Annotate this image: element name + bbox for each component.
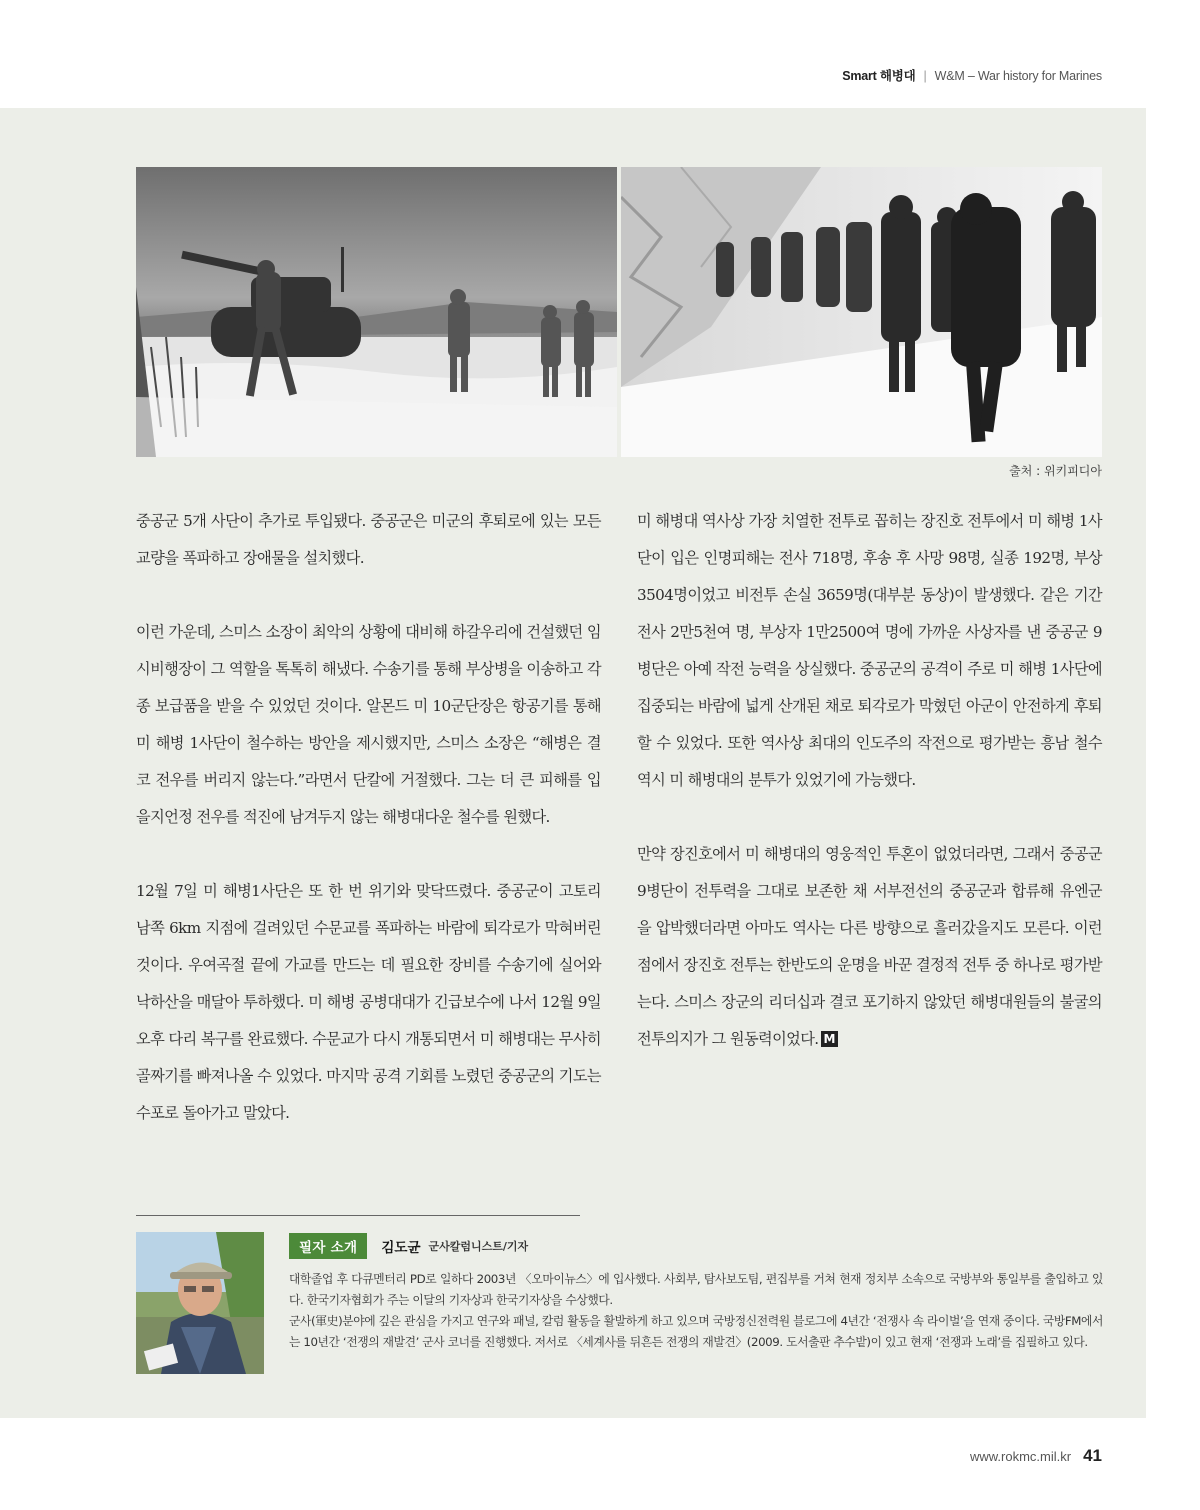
running-header xyxy=(842,66,1102,84)
article-paragraph-final xyxy=(637,836,1102,1058)
end-mark-icon: M xyxy=(821,1031,838,1047)
author-bio xyxy=(289,1269,1103,1353)
website-url: www.rokmc.mil.kr xyxy=(969,1449,1072,1464)
author-header xyxy=(289,1233,528,1259)
author-photo xyxy=(136,1232,264,1374)
page-number: 41 xyxy=(1083,1446,1102,1465)
article-column-right xyxy=(637,503,1102,1058)
page-footer xyxy=(970,1446,1102,1466)
photo-credit: 출처 : 위키피디아 xyxy=(1009,464,1102,478)
article-paragraph: 이런 가운데, 스미스 소장이 최악의 상황에 대비해 하갈우리에 건설했던 임시비행장이 그 역할을 톡톡히 해냈다. 수송기를 통해 부상병을 이송하고 각종 보급품을 받을 수 있었던 것이다. 알몬드 미 10군단장은 항공기를 통해 미 해병 1사단이 철수하는 방안을 제시했지만, 스미스 소장은 “해병은 결코 전우를 버리지 않는다.”라면서 단칼에 거절했다. 그는 더 큰 피해를 입을지언정 전우를 적진에 남겨두지 않는 해병대다운 철수를 원했다. xyxy=(136,623,601,826)
magazine-brand: Smart 해병대 xyxy=(842,69,916,83)
author-name: 김도균 xyxy=(381,1240,421,1256)
author-tag: 필자 소개 xyxy=(289,1233,367,1259)
article-paragraph: 중공군 5개 사단이 추가로 투입됐다. 중공군은 미군의 후퇴로에 있는 모든 교량을 폭파하고 장애물을 설치했다. xyxy=(136,512,601,567)
header-separator: | xyxy=(923,69,927,83)
marines-marching-snow-photo xyxy=(621,167,1102,457)
author-bio-paragraph: 대학졸업 후 다큐멘터리 PD로 일하다 2003년 〈오마이뉴스〉에 입사했다. 사회부, 탐사보도팀, 편집부를 거쳐 현재 정치부 소속으로 국방부와 통일부를 출입하고 있다. 한국기자협회가 주는 이달의 기자상과 한국기자상을 수상했다. xyxy=(289,1272,1103,1307)
author-bio-paragraph: 군사(軍史)분야에 깊은 관심을 가지고 연구와 패널, 칼럼 활동을 활발하게 하고 있으며 국방정신전력원 블로그에 4년간 ‘전쟁사 속 라이벌’을 연재 중이다. 국방FM에서는 10년간 ‘전쟁의 재발견’ 군사 코너를 진행했다. 저서로 〈세계사를 뒤흔든 전쟁의 재발견〉(2009. 도서출판 추수밭)이 있고 현재 ‘전쟁과 노래’를 집필하고 있다. xyxy=(289,1314,1103,1349)
article-paragraph: 12월 7일 미 해병1사단은 또 한 번 위기와 맞닥뜨렸다. 중공군이 고토리 남쪽 6km 지점에 걸려있던 수문교를 폭파하는 바람에 퇴각로가 막혀버린 것이다. 우여곡절 끝에 가교를 만드는 데 필요한 장비를 수송기에 실어와 낙하산을 매달아 투하했다. 미 해병 공병대대가 긴급보수에 나서 12월 9일 오후 다리 복구를 완료했다. 수문교가 다시 개통되면서 미 해병대는 무사히 골짜기를 빠져나올 수 있었다. 마지막 공격 기회를 노렸던 중공군의 기도는 수포로 돌아가고 말았다. xyxy=(136,882,601,1122)
article-paragraph: 미 해병대 역사상 가장 치열한 전투로 꼽히는 장진호 전투에서 미 해병 1사단이 입은 인명피해는 전사 718명, 후송 후 사망 98명, 실종 192명, 부상 3504명이었고 비전투 손실 3659명(대부분 동상)이 발생했다. 같은 기간 전사 2만5천여 명, 부상자 1만2500여 명에 가까운 사상자를 낸 중공군 9병단은 아예 작전 능력을 상실했다. 중공군의 공격이 주로 미 해병 1사단에 집중되는 바람에 넓게 산개된 채로 퇴각로가 막혔던 아군이 안전하게 후퇴할 수 있었다. 또한 역사상 최대의 인도주의 작전으로 평가받는 흥남 철수 역시 미 해병대의 분투가 있었기에 가능했다. xyxy=(637,512,1102,789)
section-title: W&M – War history for Marines xyxy=(934,69,1102,83)
author-role: 군사칼럼니스트/기자 xyxy=(428,1240,529,1253)
article-paragraph-text: 만약 장진호에서 미 해병대의 영웅적인 투혼이 없었더라면, 그래서 중공군 9병단이 전투력을 그대로 보존한 채 서부전선의 중공군과 합류해 유엔군을 압박했더라면 아마도 역사는 다른 방향으로 흘러갔을지도 모른다. 이런 점에서 장진호 전투는 한반도의 운명을 바꾼 결정적 전투 중 하나로 평가받는다. 스미스 장군의 리더십과 결코 포기하지 않았던 해병대원들의 불굴의 전투의지가 그 원동력이었다. xyxy=(637,845,1102,1048)
divider xyxy=(136,1215,580,1216)
tank-soldiers-snow-photo xyxy=(136,167,617,457)
article-column-left xyxy=(136,503,601,1132)
